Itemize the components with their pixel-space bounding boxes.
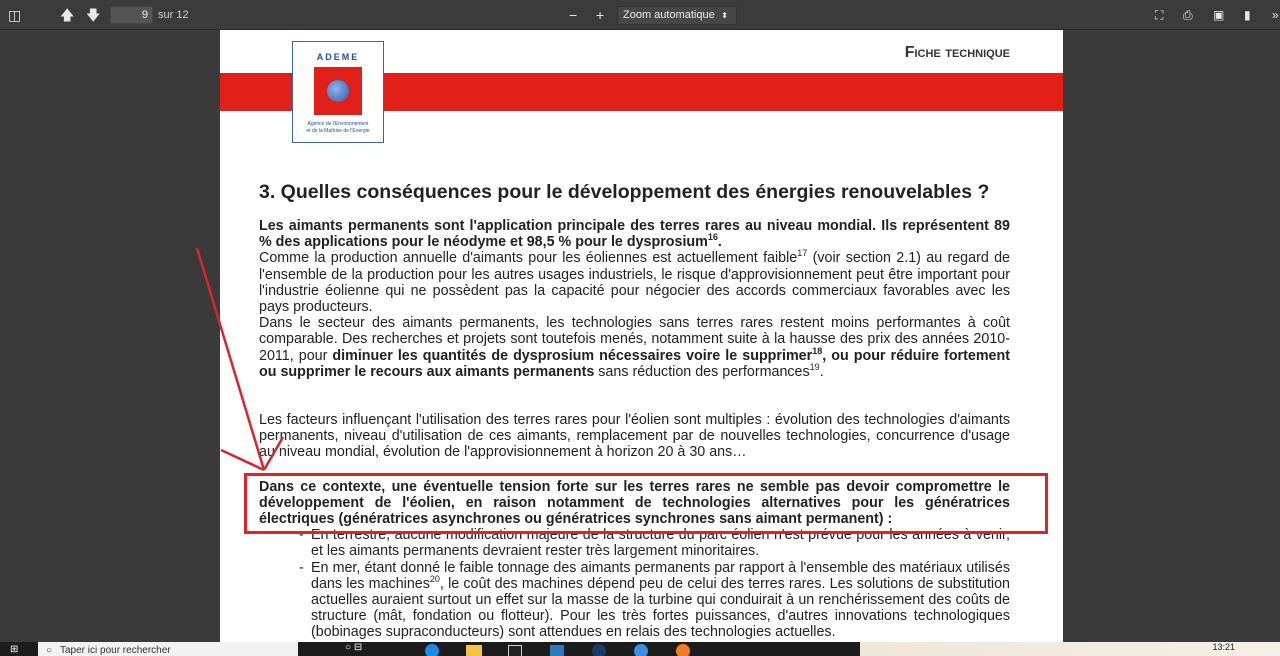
store-icon[interactable]	[508, 645, 522, 656]
windows-taskbar	[0, 642, 1280, 656]
clock[interactable]: 13:21	[1212, 642, 1235, 652]
highlighted-paragraph: Dans ce contexte, une éventuelle tension forte sur les terres rares ne semble pas devoir compromettre le développement de l'éolien, en raison notamment de technologies alternatives pour les génératrices électriques (génératrices asynchrones ou génératrices synchrones sans aimant permanent) :	[259, 478, 1010, 528]
list-item: - En terrestre, aucune modification majeure de la structure du parc éolien n'est prévue pour les années à venir, et les aimants permanents devraient rester très largement minoritaires.	[299, 527, 1010, 559]
logo-subtitle: Agence de l'Environnement	[307, 121, 369, 127]
sidebar-toggle-icon[interactable]: ◫	[8, 7, 22, 23]
next-page-icon[interactable]: 🡇	[86, 7, 101, 23]
page-number-input[interactable]: 9	[110, 6, 153, 24]
taskbar-search-input[interactable]	[38, 642, 298, 656]
search-icon: ○	[46, 645, 53, 656]
section-heading: 3. Quelles conséquences pour le développement des énergies renouvelables ?	[259, 181, 990, 203]
file-explorer-icon[interactable]	[466, 645, 482, 656]
pdf-toolbar	[0, 0, 1280, 30]
bullet-list	[299, 527, 1010, 640]
presentation-mode-icon[interactable]: ⛶	[1155, 8, 1164, 22]
page-total: sur 12	[158, 9, 189, 21]
app-icon[interactable]	[634, 644, 648, 656]
edge-icon[interactable]	[425, 644, 439, 656]
app-icon[interactable]	[592, 644, 606, 656]
logo-subtitle: et de la Maîtrise de l'Energie	[306, 128, 370, 134]
mail-icon[interactable]	[550, 645, 564, 656]
paragraph: Dans le secteur des aimants permanents, les technologies sans terres rares restent moins performantes à coût comparable. Des recherches et projets sont toutefois menés, notamment suite à la hausse des prix des années 2010-2011, pour diminuer les quantités de dysprosium nécessaires voire le supprimer$^{18}$, ou pour réduire fortement ou supprimer le recours aux aimants permanents sans réduction des performances$^{19}$.	[259, 315, 1010, 380]
paragraph: Les aimants permanents sont l'application principale des terres rares au niveau mondial. Ils représentent 89 % des applications pour le néodyme et 98,5 % pour le dysprosium$^{16}$.	[259, 218, 1010, 251]
document-body	[259, 180, 1010, 641]
zoom-select[interactable]	[617, 6, 737, 25]
task-view-icon[interactable]: ○ ⊟	[345, 642, 363, 653]
paragraph: Comme la production annuelle d'aimants pour les éoliennes est actuellement faible$^{17}$ (voir section 2.1) au regard de l'ensemble de la production pour les autres usages industriels, le risque d'approvisionnement peut être important pour l'industrie éolienne qui ne possèdent pas la capacité pour négocier des accords commerciaux favorables avec les pays producteurs.	[259, 248, 1011, 316]
windows-start-icon[interactable]: ⊞	[10, 644, 19, 655]
select-arrows-icon: ⬍	[721, 11, 728, 20]
bookmark-icon[interactable]: ▮	[1244, 8, 1251, 22]
logo-title: ADEME	[316, 52, 360, 62]
header-title: Fiche technique	[904, 44, 1010, 61]
paragraph: Les facteurs influençant l'utilisation des terres rares pour l'éolien sont multiples : évolution des technologies d'aimants permanents, niveau d'utilisation de ces aimants, remplacement par de nouvelles technologies, concurrence d'usage au niveau mondial, évolution de l'approvisionnement à horizon 20 à 30 ans…	[259, 412, 1010, 461]
more-tools-icon[interactable]: »	[1272, 8, 1279, 22]
zoom-select-value: Zoom automatique	[623, 9, 715, 21]
zoom-out-button[interactable]: −	[569, 7, 578, 23]
list-item: - En mer, étant donné le faible tonnage des aimants permanents par rapport à l'ensemble des matériaux utilisés dans les machines$^{20}$, le coût des machines dépend peu de celui des terres rares. Les solutions de substitution actuelles auraient surtout un effet sur la masse de la turbine qui conduirait à un renchérissement des coûts de structure (mât, fondation ou flotteur). Pour les très fortes puissances, d'autres innovations technologiques (bobinages supraconducteurs) sont attendues en relais des technologies actuelles.	[299, 560, 1010, 641]
previous-page-icon[interactable]: 🡅	[60, 7, 75, 23]
zoom-in-button[interactable]: +	[596, 7, 605, 23]
ademe-logo	[292, 41, 384, 143]
pdf-page	[220, 30, 1063, 642]
download-icon[interactable]: ▣	[1213, 8, 1225, 22]
search-placeholder: Taper ici pour rechercher	[60, 645, 171, 656]
firefox-icon[interactable]	[676, 644, 690, 656]
globe-icon	[327, 80, 349, 102]
print-icon[interactable]: ⎙	[1183, 8, 1193, 22]
